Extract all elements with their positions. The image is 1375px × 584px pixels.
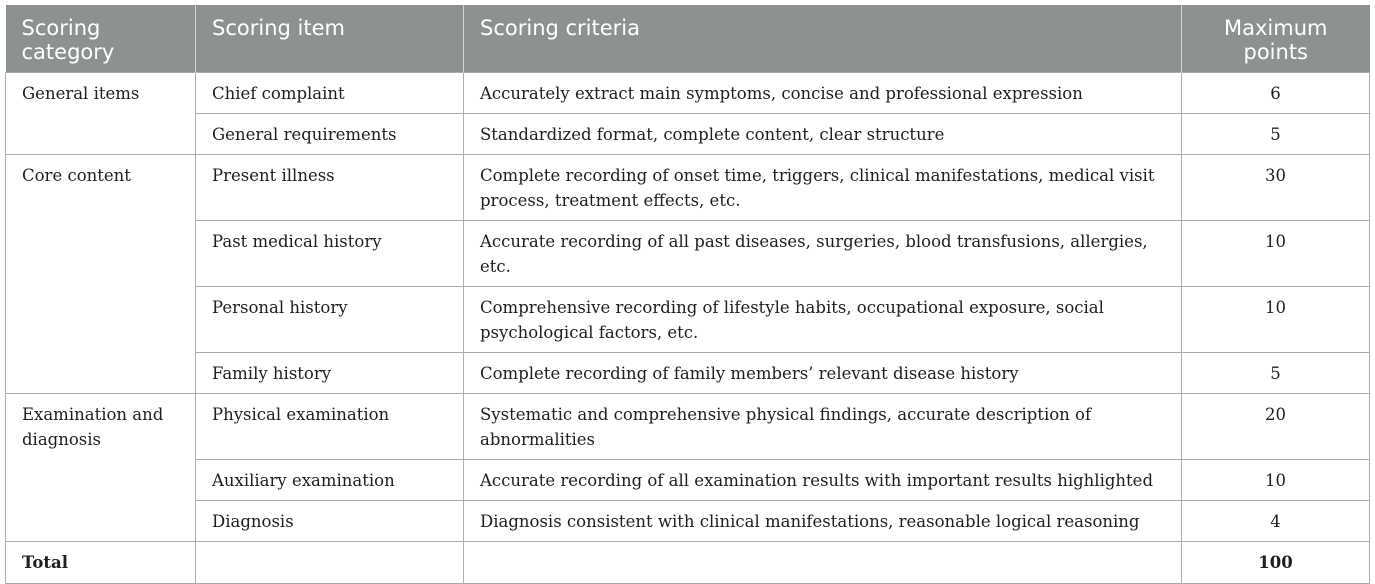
total-label: Total: [6, 542, 196, 584]
total-points: 100: [1182, 542, 1370, 584]
table-row: [6, 73, 1370, 114]
total-row: [6, 542, 1370, 584]
table-row: [6, 460, 1370, 501]
item-cell: Diagnosis: [196, 501, 464, 542]
table-row: [6, 114, 1370, 155]
item-cell: Personal history: [196, 287, 464, 353]
item-cell: Present illness: [196, 155, 464, 221]
points-cell: 10: [1182, 221, 1370, 287]
criteria-cell: Comprehensive recording of lifestyle habits, occupational exposure, social psychological factors, etc.: [464, 287, 1182, 353]
header-scoring-item: Scoring item: [196, 5, 464, 73]
item-cell: Family history: [196, 353, 464, 394]
points-cell: 5: [1182, 353, 1370, 394]
category-cell: General items: [6, 73, 196, 155]
scoring-table: [5, 5, 1370, 584]
points-cell: 20: [1182, 394, 1370, 460]
criteria-cell: Standardized format, complete content, clear structure: [464, 114, 1182, 155]
table-row: [6, 287, 1370, 353]
item-cell: Past medical history: [196, 221, 464, 287]
header-maximum-points: Maximum points: [1182, 5, 1370, 73]
points-cell: 4: [1182, 501, 1370, 542]
points-cell: 10: [1182, 287, 1370, 353]
item-cell: Auxiliary examination: [196, 460, 464, 501]
item-cell: Chief complaint: [196, 73, 464, 114]
header-scoring-category: Scoring category: [6, 5, 196, 73]
total-item-cell: [196, 542, 464, 584]
table-row: [6, 155, 1370, 221]
category-cell: Core content: [6, 155, 196, 394]
criteria-cell: Accurate recording of all past diseases, surgeries, blood transfusions, allergies, etc.: [464, 221, 1182, 287]
points-cell: 30: [1182, 155, 1370, 221]
header-row: [6, 5, 1370, 73]
total-criteria-cell: [464, 542, 1182, 584]
table-row: [6, 501, 1370, 542]
item-cell: Physical examination: [196, 394, 464, 460]
table-row: [6, 221, 1370, 287]
points-cell: 10: [1182, 460, 1370, 501]
criteria-cell: Diagnosis consistent with clinical manifestations, reasonable logical reasoning: [464, 501, 1182, 542]
criteria-cell: Complete recording of onset time, triggers, clinical manifestations, medical visit process, treatment effects, etc.: [464, 155, 1182, 221]
criteria-cell: Accurately extract main symptoms, concise and professional expression: [464, 73, 1182, 114]
item-cell: General requirements: [196, 114, 464, 155]
header-scoring-criteria: Scoring criteria: [464, 5, 1182, 73]
table-row: [6, 353, 1370, 394]
points-cell: 6: [1182, 73, 1370, 114]
points-cell: 5: [1182, 114, 1370, 155]
table-row: [6, 394, 1370, 460]
criteria-cell: Complete recording of family members’ relevant disease history: [464, 353, 1182, 394]
criteria-cell: Systematic and comprehensive physical findings, accurate description of abnormalities: [464, 394, 1182, 460]
category-cell: Examination and diagnosis: [6, 394, 196, 542]
criteria-cell: Accurate recording of all examination results with important results highlighted: [464, 460, 1182, 501]
